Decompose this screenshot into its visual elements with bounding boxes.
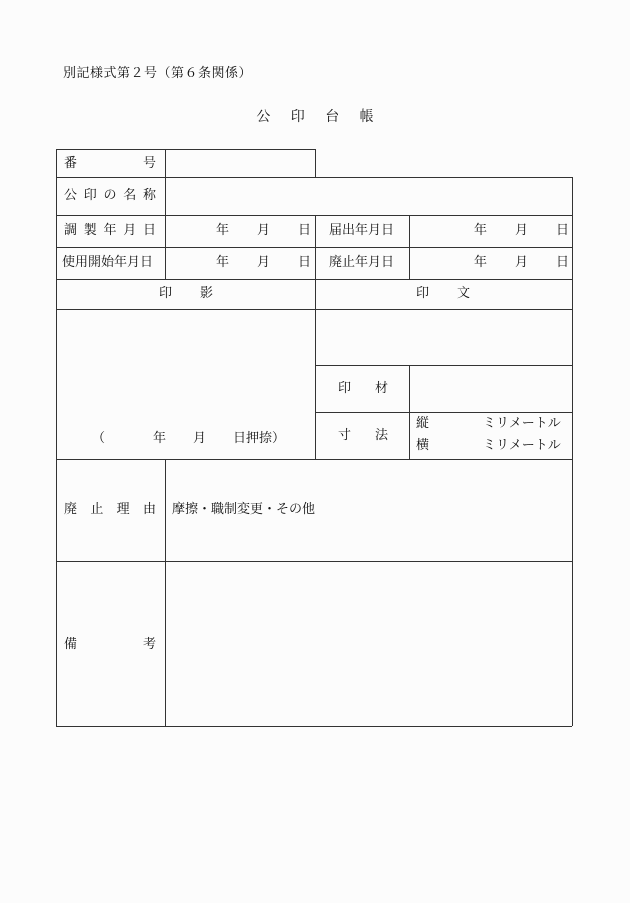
title-char: 公 bbox=[256, 109, 271, 125]
grid-line bbox=[56, 561, 572, 562]
grid-line bbox=[409, 365, 410, 459]
grid-line bbox=[56, 247, 572, 248]
grid-line bbox=[315, 149, 316, 177]
label-seal-name: 公 印 の 名 称 bbox=[64, 188, 156, 203]
grid-line bbox=[165, 459, 166, 726]
label-impression: 印 影 bbox=[159, 286, 213, 301]
made-date-field: 年 月 日 bbox=[216, 223, 312, 238]
stamp-date-line: （ 年 月 日押捺） bbox=[92, 431, 286, 446]
grid-line bbox=[572, 177, 573, 726]
unit-mm-horizontal: ミリメートル bbox=[483, 438, 561, 453]
abolish-date-field: 年 月 日 bbox=[474, 255, 570, 270]
grid-line bbox=[315, 215, 316, 459]
label-vertical: 縦 bbox=[416, 416, 430, 431]
grid-line bbox=[165, 149, 166, 279]
grid-line bbox=[56, 279, 572, 280]
title-char: 帳 bbox=[359, 109, 374, 125]
grid-line bbox=[56, 177, 572, 178]
label-size: 寸 法 bbox=[338, 428, 388, 443]
grid-line bbox=[56, 309, 572, 310]
label-filed-date: 届出年月日 bbox=[329, 223, 395, 238]
label-remarks: 備 考 bbox=[64, 637, 156, 652]
title-char: 台 bbox=[325, 109, 340, 125]
grid-line bbox=[56, 459, 572, 460]
label-made-date: 調 製 年 月 日 bbox=[64, 223, 156, 238]
label-number: 番 号 bbox=[64, 156, 156, 171]
grid-line bbox=[56, 149, 315, 150]
page-title bbox=[0, 106, 630, 126]
grid-line bbox=[56, 726, 572, 727]
filed-date-field: 年 月 日 bbox=[474, 223, 570, 238]
label-start-date: 使用開始年月日 bbox=[62, 255, 154, 270]
abolish-reason-options: 摩擦・職制変更・その他 bbox=[172, 502, 316, 517]
grid-line bbox=[315, 412, 572, 413]
unit-mm-vertical: ミリメートル bbox=[483, 416, 561, 431]
label-inscription: 印 文 bbox=[416, 286, 470, 301]
form-reference: 別記様式第２号（第６条関係） bbox=[63, 66, 253, 81]
label-abolish-reason: 廃 止 理 由 bbox=[64, 502, 156, 517]
label-abolish-date: 廃止年月日 bbox=[329, 255, 395, 270]
grid-line bbox=[56, 149, 57, 726]
grid-line bbox=[409, 215, 410, 279]
grid-line bbox=[56, 215, 572, 216]
title-char: 印 bbox=[290, 109, 305, 125]
label-horizontal: 横 bbox=[416, 438, 430, 453]
start-date-field: 年 月 日 bbox=[216, 255, 312, 270]
grid-line bbox=[315, 365, 572, 366]
label-material: 印 材 bbox=[338, 381, 388, 396]
